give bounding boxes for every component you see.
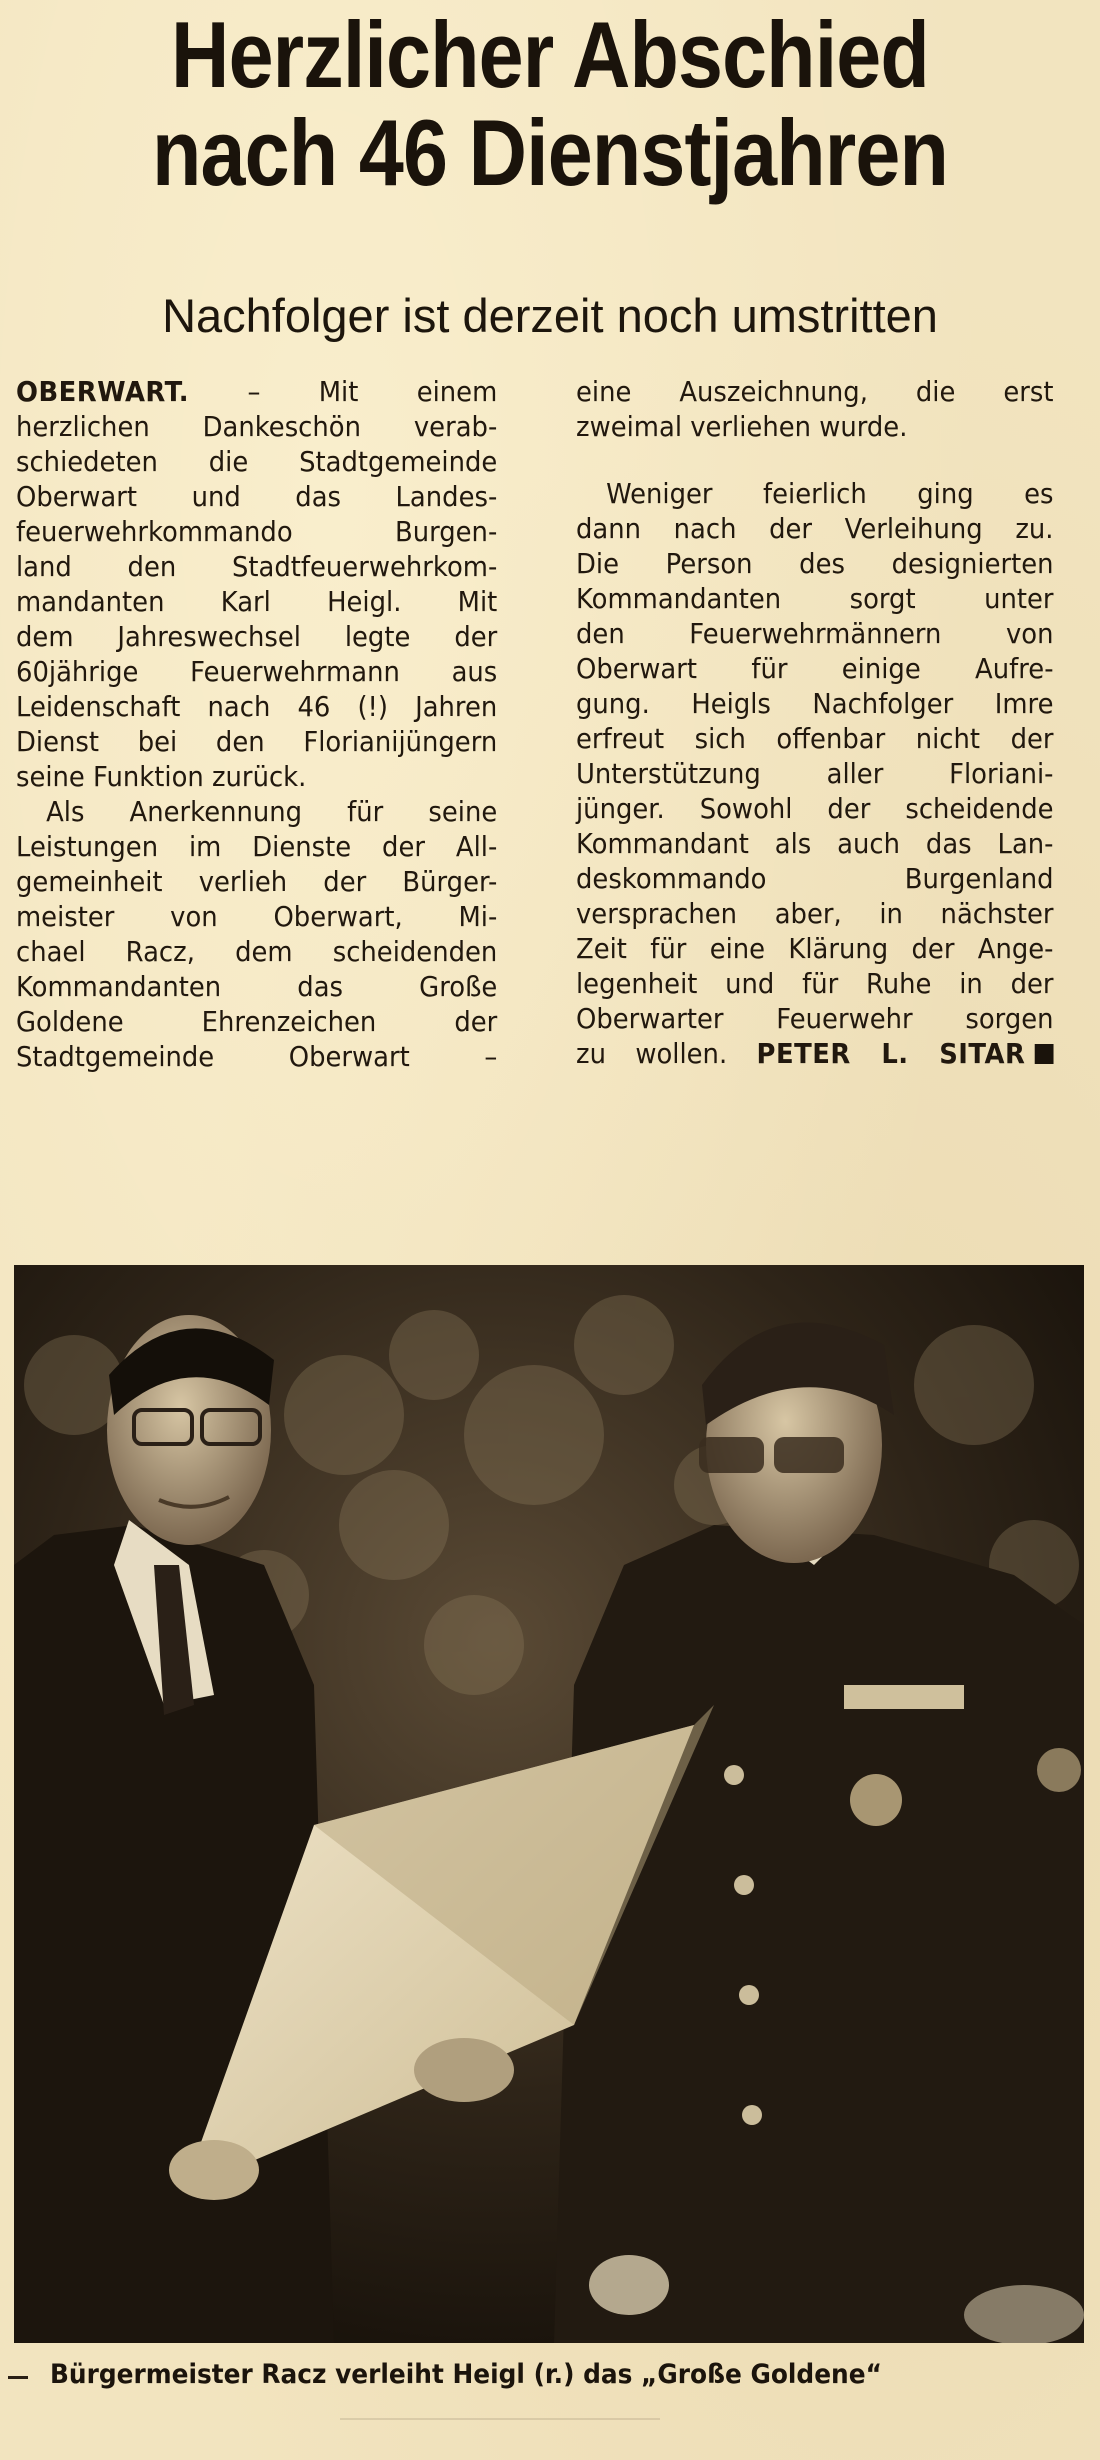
article-text-line	[16, 375, 497, 410]
article-text-line: Dienst bei den Florianijüngern	[16, 726, 498, 758]
article-photo	[14, 1265, 1084, 2343]
article-text-line: Unterstützung aller Floriani-	[576, 758, 1054, 790]
caption-dash	[8, 2376, 28, 2379]
article-column-left	[16, 375, 497, 1075]
article-text-line: Stadtgemeinde Oberwart –	[16, 1041, 498, 1073]
article-text-line: erfreut sich offenbar nicht der	[576, 723, 1054, 755]
article-text-line: meister von Oberwart, Mi-	[16, 901, 498, 933]
article-text-line: Kommandanten das Große	[16, 971, 498, 1003]
article-text-line: Oberwart für einige Aufre-	[576, 653, 1054, 685]
photo-image	[14, 1265, 1084, 2343]
article-text-line: Die Person des designierten	[576, 548, 1054, 580]
article-text-line: dem Jahreswechsel legte der	[16, 621, 498, 653]
subheadline: Nachfolger ist derzeit noch umstritten	[162, 289, 938, 342]
article-text-line: Als Anerkennung für seine	[46, 796, 498, 828]
article-closing-line	[576, 1037, 1054, 1072]
article-text-line: gemeinheit verlieh der Bürger-	[16, 866, 498, 898]
article-text-line: chael Racz, dem scheidenden	[16, 936, 498, 968]
article-text-line: zweimal verliehen wurde.	[576, 411, 908, 443]
article-text-line: land den Stadtfeuerwehrkom-	[16, 551, 498, 583]
end-of-article-square-icon	[1035, 1044, 1054, 1064]
article-text-line: gung. Heigls Nachfolger Imre	[576, 688, 1054, 720]
article-text-line: herzlichen Dankeschön verab-	[16, 411, 498, 443]
article-text-line: Weniger feierlich ging es	[606, 478, 1054, 510]
article-text-line: Goldene Ehrenzeichen der	[16, 1006, 498, 1038]
headline-line-2: nach 46 Dienstjahren	[152, 100, 948, 205]
article-text-line: feuerwehrkommando Burgen-	[16, 516, 498, 548]
article-text-line: Kommandant als auch das Lan-	[576, 828, 1054, 860]
article-text-line: dann nach der Verleihung zu.	[576, 513, 1054, 545]
article-text-line: deskommando Burgenland	[576, 863, 1054, 895]
article-text-line: schiedeten die Stadtgemeinde	[16, 446, 498, 478]
article-text-line: jünger. Sowohl der scheidende	[576, 793, 1054, 825]
author-byline: PETER L. SITAR	[756, 1038, 1026, 1070]
article-text-line: Kommandanten sorgt unter	[576, 583, 1054, 615]
closing-words: zu wollen.	[576, 1038, 728, 1070]
article-column-right	[576, 375, 1054, 1072]
dateline: OBERWART.	[16, 376, 190, 408]
article-text-fragment: – Mit einem	[189, 376, 498, 408]
headline	[77, 2, 1023, 205]
article-text-line: mandanten Karl Heigl. Mit	[16, 586, 498, 618]
article-text-line: Zeit für eine Klärung der Ange-	[576, 933, 1054, 965]
article-text-line: den Feuerwehrmännern von	[576, 618, 1054, 650]
article-text-line: versprachen aber, in nächster	[576, 898, 1054, 930]
photo-caption: Bürgermeister Racz verleiht Heigl (r.) das „Große Goldene“	[50, 2359, 882, 2390]
article-text-line: Oberwarter Feuerwehr sorgen	[576, 1003, 1054, 1035]
article-text-line: legenheit und für Ruhe in der	[576, 968, 1054, 1000]
divider	[340, 2418, 660, 2420]
article-text-line: Leistungen im Dienste der All-	[16, 831, 498, 863]
headline-line-1: Herzlicher Abschied	[171, 2, 929, 107]
article-text-line: Leidenschaft nach 46 (!) Jahren	[16, 691, 498, 723]
article-text-line: seine Funktion zurück.	[16, 761, 307, 793]
byline-group	[757, 1038, 1054, 1070]
paragraph-gap	[576, 445, 1054, 477]
article-text-line: Oberwart und das Landes-	[16, 481, 498, 513]
article-text-line: eine Auszeichnung, die erst	[576, 376, 1054, 408]
article-text-line: 60jährige Feuerwehrmann aus	[16, 656, 498, 688]
